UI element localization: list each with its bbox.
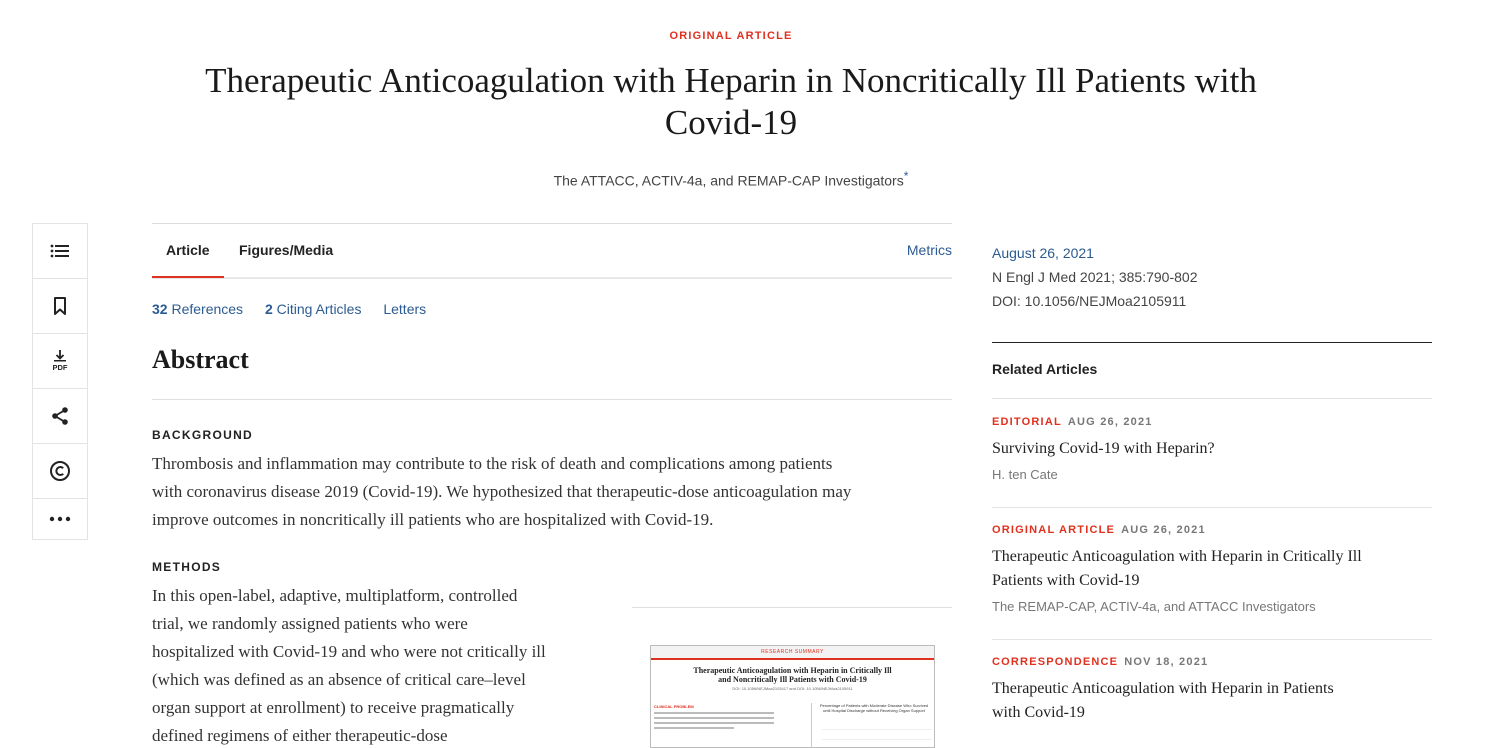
citing-articles-link[interactable]: 2 Citing Articles <box>264 301 362 317</box>
related-top-rule <box>992 342 1432 343</box>
journal-citation: N Engl J Med 2021; 385:790-802 <box>992 269 1198 285</box>
summary-title: Therapeutic Anticoagulation with Heparin in Critically Ill and Noncritically Ill Patients with Covid-19 <box>693 666 892 684</box>
abstract-heading: Abstract <box>152 345 249 374</box>
summary-chart-panel <box>811 703 935 748</box>
more-options-button[interactable] <box>33 499 87 539</box>
related-type: ORIGINAL ARTICLE <box>992 524 1116 536</box>
summary-chart-caption: Percentage of Patients with Moderate Disease Who Survived until Hospital Discharge without Receiving Organ Support <box>819 703 929 713</box>
related-type: EDITORIAL <box>992 416 1062 428</box>
summary-left-panel <box>651 704 791 729</box>
article-title: Therapeutic Anticoagulation with Heparin in Noncritically Ill Patients with Covid-19 <box>205 61 1257 142</box>
related-articles-heading: Related Articles <box>992 361 1098 377</box>
related-divider <box>992 639 1432 640</box>
related-date: AUG 26, 2021 <box>1121 524 1206 536</box>
bookmark-icon <box>53 297 67 315</box>
authors-footnote-mark[interactable]: * <box>903 169 909 183</box>
summary-left-label: CLINICAL PROBLEM <box>654 704 694 709</box>
publication-info <box>992 241 1197 313</box>
related-type: CORRESPONDENCE <box>992 656 1119 668</box>
share-button[interactable] <box>33 389 87 444</box>
permissions-button[interactable] <box>33 444 87 499</box>
summary-body <box>651 701 934 747</box>
related-date: AUG 26, 2021 <box>1067 416 1153 428</box>
research-summary-thumbnail[interactable] <box>650 645 935 748</box>
background-text: Thrombosis and inflammation may contribute to the risk of death and complications among patients with coronavirus disease 2019 (Covid-19). We hypothesized that therapeutic-dose anticoagulation may improve outcomes in noncritically ill patients who are hospitalized with Covid-19. <box>152 454 852 529</box>
related-date: NOV 18, 2021 <box>1124 656 1209 668</box>
summary-divider <box>632 607 952 608</box>
pdf-download-icon <box>48 349 72 373</box>
letters-link[interactable]: Letters <box>383 301 427 317</box>
references-link[interactable]: 32 References <box>152 301 244 317</box>
related-title: Therapeutic Anticoagulation with Heparin in Critically Ill Patients with Covid-19 <box>992 548 1362 589</box>
pdf-label: PDF <box>52 363 68 372</box>
tab-figures-media[interactable]: Figures/Media <box>239 242 334 258</box>
article-tool-rail <box>32 223 88 540</box>
methods-heading: METHODS <box>152 560 222 574</box>
methods-text: In this open-label, adaptive, multiplatform, controlled trial, we randomly assigned patients who were hospitalized with Covid-19 and who were not critically ill (which was defined as an absence of critical care–level organ support at enrollment) to receive pragmatically defined regimens of either therapeutic-dose <box>152 586 546 745</box>
abstract-divider <box>152 399 952 400</box>
reference-links <box>152 301 444 317</box>
article-tabs <box>152 224 952 279</box>
related-divider <box>992 398 1432 399</box>
related-article-item[interactable] <box>992 656 1432 725</box>
article-doi: DOI: 10.1056/NEJMoa2105911 <box>992 293 1187 309</box>
related-author: The REMAP-CAP, ACTIV-4a, and ATTACC Investigators <box>992 599 1316 614</box>
related-article-item[interactable] <box>992 524 1432 614</box>
publication-date-link[interactable]: August 26, 2021 <box>992 245 1094 261</box>
download-pdf-button[interactable] <box>33 334 87 389</box>
tab-article[interactable]: Article <box>166 242 210 258</box>
more-icon <box>49 516 71 522</box>
related-title: Therapeutic Anticoagulation with Heparin in Patients with Covid-19 <box>992 680 1334 721</box>
table-of-contents-button[interactable] <box>33 224 87 279</box>
authors-link[interactable]: The ATTACC, ACTIV-4a, and REMAP-CAP Investigators <box>553 172 904 189</box>
article-type-label: ORIGINAL ARTICLE <box>669 30 793 42</box>
related-author: H. ten Cate <box>992 467 1058 482</box>
save-bookmark-button[interactable] <box>33 279 87 334</box>
list-icon <box>50 243 70 259</box>
metrics-link[interactable]: Metrics <box>906 242 952 258</box>
related-title: Surviving Covid-19 with Heparin? <box>992 440 1215 457</box>
summary-banner: RESEARCH SUMMARY <box>651 646 934 660</box>
related-divider <box>992 507 1432 508</box>
summary-doi: DOI: 10.1056/NEJMoa2103417 and DOI: 10.1056/NEJMoa2105911 <box>732 686 853 691</box>
background-heading: BACKGROUND <box>152 428 253 442</box>
related-article-item[interactable] <box>992 416 1432 482</box>
share-icon <box>50 406 70 426</box>
article-authors <box>0 169 1462 189</box>
copyright-icon <box>49 460 71 482</box>
